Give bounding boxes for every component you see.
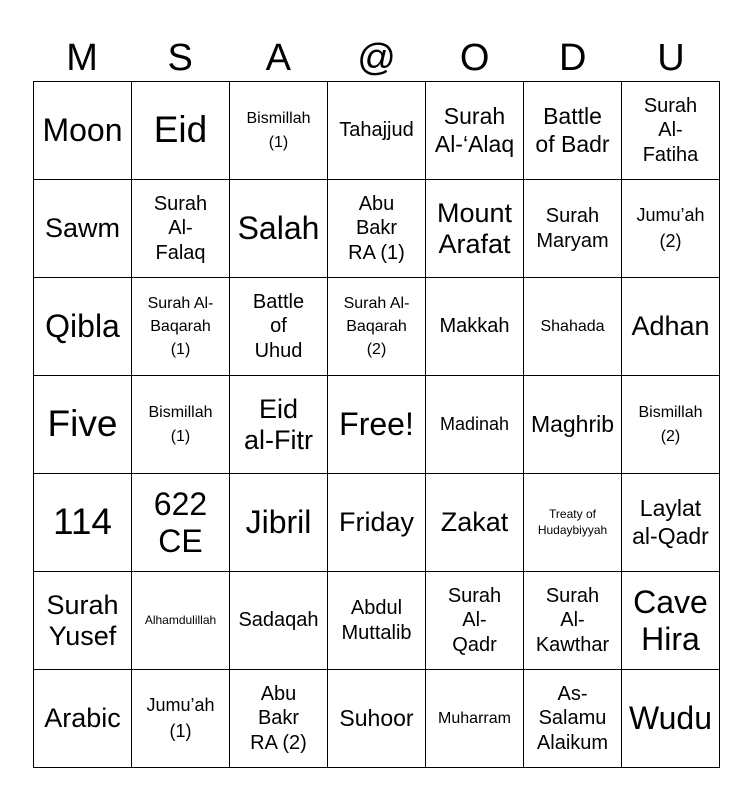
bingo-cell[interactable]: Abu Bakr RA (2) [230,670,328,768]
bingo-cell[interactable]: As- Salamu Alaikum [524,670,622,768]
bingo-cell[interactable]: Bismillah (2) [622,376,720,474]
bingo-header [33,34,720,82]
header-letter-a: A [265,37,292,79]
bingo-cell[interactable]: Makkah [426,278,524,376]
bingo-cell[interactable]: Abu Bakr RA (1) [328,180,426,278]
bingo-cell[interactable]: Alhamdulillah [132,572,230,670]
bingo-cell[interactable]: Qibla [34,278,132,376]
bingo-cell[interactable]: Mount Arafat [426,180,524,278]
bingo-cell[interactable]: Cave Hira [622,572,720,670]
bingo-cell[interactable]: Surah Al- Fatiha [622,82,720,180]
bingo-cell[interactable]: Sadaqah [230,572,328,670]
bingo-cell[interactable]: Surah Yusef [34,572,132,670]
bingo-cell[interactable]: Surah Al- Falaq [132,180,230,278]
bingo-cell[interactable]: Battle of Badr [524,82,622,180]
bingo-cell[interactable]: Abdul Muttalib [328,572,426,670]
bingo-cell[interactable]: Arabic [34,670,132,768]
bingo-cell[interactable]: 114 [34,474,132,572]
bingo-cell[interactable]: 622 CE [132,474,230,572]
bingo-cell[interactable]: Surah Al- Qadr [426,572,524,670]
bingo-cell[interactable]: Bismillah (1) [132,376,230,474]
bingo-cell[interactable]: Eid al-Fitr [230,376,328,474]
header-letter-m: M [66,37,98,79]
bingo-cell[interactable]: Surah Al-‘Alaq [426,82,524,180]
bingo-cell[interactable]: Wudu [622,670,720,768]
bingo-cell[interactable]: Friday [328,474,426,572]
bingo-cell[interactable]: Shahada [524,278,622,376]
header-letter-d: D [559,37,587,79]
bingo-cell[interactable]: Bismillah (1) [230,82,328,180]
bingo-cell[interactable]: Five [34,376,132,474]
bingo-cell[interactable]: Moon [34,82,132,180]
bingo-cell[interactable]: Eid [132,82,230,180]
header-letter-s: S [167,37,193,79]
bingo-cell[interactable]: Adhan [622,278,720,376]
bingo-cell[interactable]: Zakat [426,474,524,572]
bingo-cell[interactable]: Surah Al- Kawthar [524,572,622,670]
bingo-cell[interactable]: Jibril [230,474,328,572]
bingo-cell[interactable]: Tahajjud [328,82,426,180]
bingo-cell[interactable]: Madinah [426,376,524,474]
bingo-cell[interactable]: Muharram [426,670,524,768]
bingo-cell[interactable]: Maghrib [524,376,622,474]
header-letter-u: U [657,37,685,79]
bingo-cell[interactable]: Surah Al- Baqarah (1) [132,278,230,376]
bingo-cell[interactable]: Salah [230,180,328,278]
bingo-cell[interactable]: Jumu’ah (1) [132,670,230,768]
bingo-cell[interactable]: Battle of Uhud [230,278,328,376]
header-letter-o: O [459,37,490,79]
bingo-cell[interactable]: Surah Maryam [524,180,622,278]
bingo-cell[interactable]: Treaty of Hudaybiyyah [524,474,622,572]
bingo-cell[interactable]: Free! [328,376,426,474]
bingo-cell[interactable]: Laylat al-Qadr [622,474,720,572]
bingo-cell[interactable]: Surah Al- Baqarah (2) [328,278,426,376]
bingo-cell[interactable]: Jumu’ah (2) [622,180,720,278]
bingo-cell[interactable]: Sawm [34,180,132,278]
header-letter-at: @ [357,37,396,79]
bingo-board [33,81,720,768]
bingo-cell[interactable]: Suhoor [328,670,426,768]
